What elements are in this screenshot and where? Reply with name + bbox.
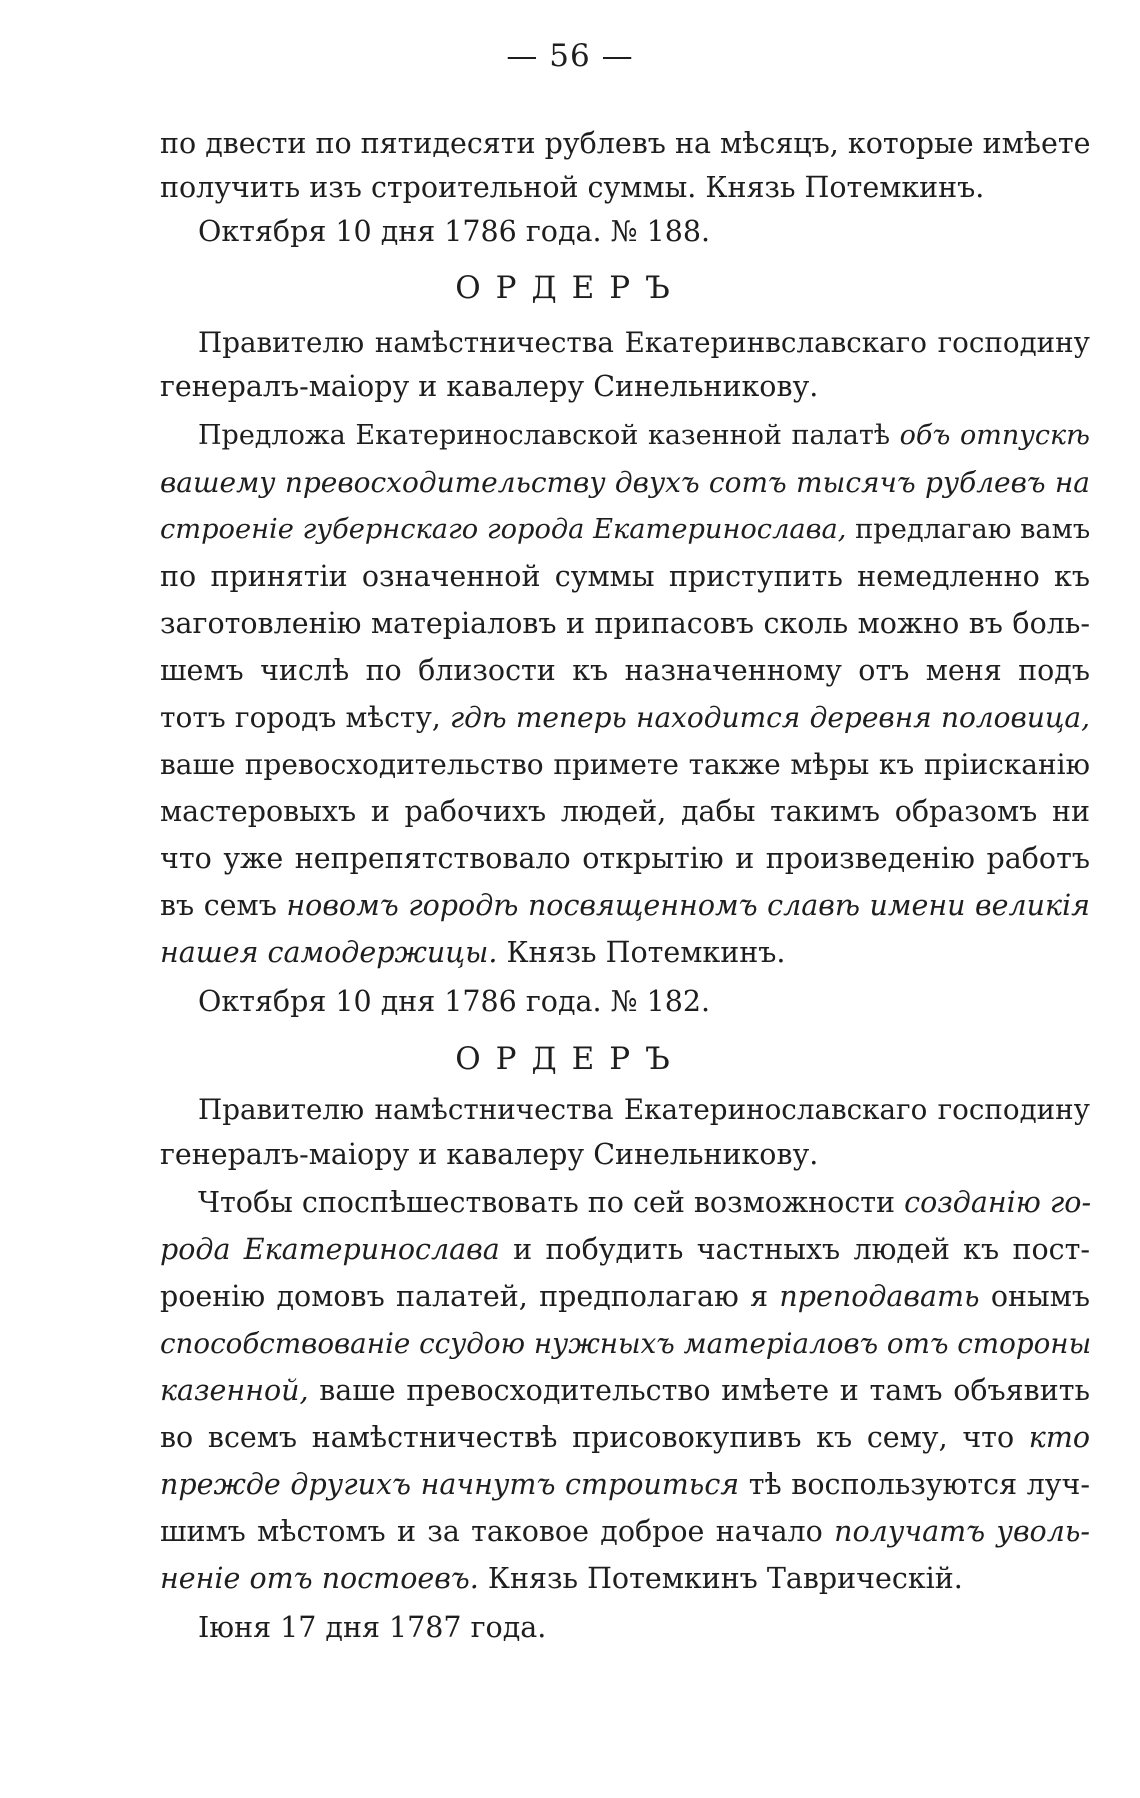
text-line: строеніе губернскаго города Екатеринослава, предлагаю вамъ <box>160 514 1091 545</box>
text-line: генералъ-маіору и кавалеру Синельникову. <box>160 370 819 403</box>
text-line: неніе отъ постоевъ. Князь Потемкинъ Таврическій. <box>160 1562 963 1595</box>
text-line: Чтобы споспѣшествовать по сей возможности созданію го- <box>198 1186 1092 1219</box>
text-line: вашему превосходительству двухъ сотъ тысячъ рублевъ на <box>160 466 1090 499</box>
text-line: генералъ-маіору и кавалеру Синельникову. <box>160 1138 819 1171</box>
order-heading: ОРДЕРЪ <box>455 1041 685 1077</box>
page-number: — 56 — <box>506 38 634 74</box>
text-line: роенію домовъ палатей, предполагаю я преподавать онымъ <box>160 1280 1091 1313</box>
text-line: во всемъ намѣстничествѣ присовокупивъ къ сему, что кто <box>160 1421 1090 1454</box>
text-line: казенной, ваше превосходительство имѣете и тамъ объявить <box>160 1374 1090 1407</box>
text-line: ваше превосходительство примете также мѣры къ пріисканію <box>160 748 1090 781</box>
text-line: по двести по пятидесяти рублевъ на мѣсяцъ, которые имѣете <box>160 127 1091 160</box>
text-line: что уже непрепятствовало открытію и произведенію работъ <box>160 842 1090 875</box>
text-line: Правителю намѣстничества Екатеринвславскаго господину <box>198 326 1090 359</box>
text-line: мастеровыхъ и рабочихъ людей, дабы такимъ образомъ ни <box>160 795 1090 828</box>
date-line: Іюня 17 дня 1787 года. <box>198 1611 547 1644</box>
text-line: въ семъ новомъ городѣ посвященномъ славѣ имени великія <box>160 889 1090 922</box>
text-line: Правителю намѣстничества Екатеринославскаго господину <box>198 1093 1090 1126</box>
text-line: заготовленію матеріаловъ и припасовъ сколь можно въ боль- <box>160 607 1090 640</box>
date-line: Октября 10 дня 1786 года. № 188. <box>198 215 711 248</box>
text-line: по принятіи означенной суммы приступить немедленно къ <box>160 560 1090 593</box>
text-line: шимъ мѣстомъ и за таковое доброе начало получатъ уволь- <box>160 1515 1090 1548</box>
text-line: рода Екатеринослава и побудить частныхъ людей къ пост- <box>160 1233 1090 1266</box>
text-line: тотъ городъ мѣсту, гдѣ теперь находится деревня половица, <box>160 701 1090 734</box>
text-line: шемъ числѣ по близости къ назначенному отъ меня подъ <box>160 654 1090 687</box>
text-line: Предложа Екатеринославской казенной палатѣ объ отпускѣ <box>198 420 1090 451</box>
text-line: прежде другихъ начнутъ строиться тѣ воспользуются луч- <box>160 1468 1090 1501</box>
date-line: Октября 10 дня 1786 года. № 182. <box>198 985 711 1018</box>
text-line: получить изъ строительной суммы. Князь Потемкинъ. <box>160 171 985 204</box>
text-line: нашея самодержицы. Князь Потемкинъ. <box>160 936 786 969</box>
text-line: способствованіе ссудою нужныхъ матеріаловъ отъ стороны <box>160 1327 1092 1360</box>
order-heading: ОРДЕРЪ <box>455 270 685 306</box>
